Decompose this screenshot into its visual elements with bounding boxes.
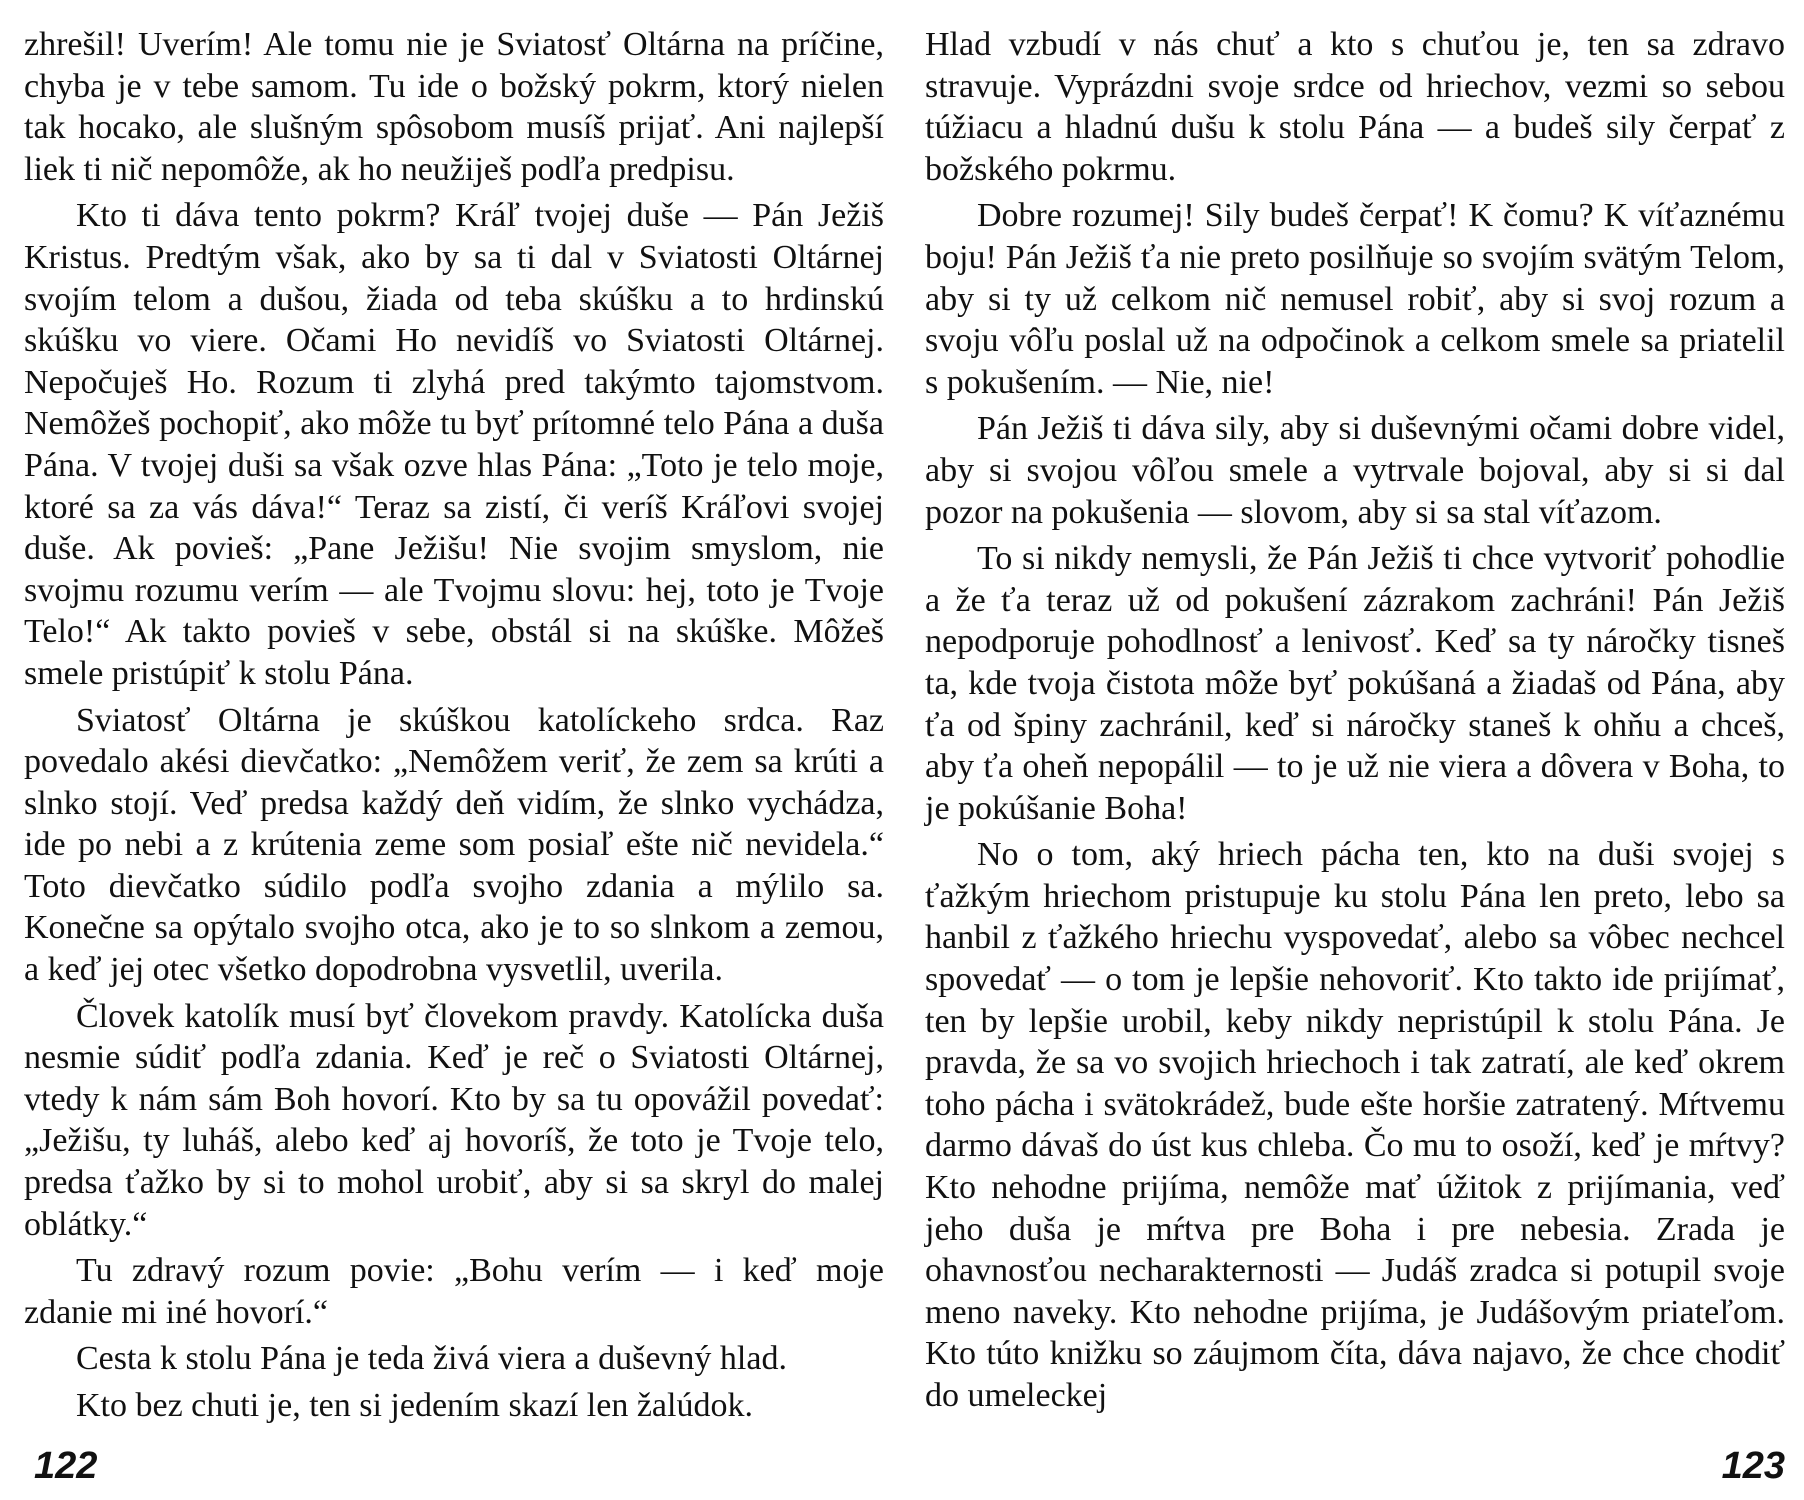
paragraph: Sviatosť Oltárna je skúškou katolíckeho srdca. Raz povedalo akési dievčatko: „Nemôžem veriť, že zem sa krúti a slnko stojí. Veď predsa každý deň vidím, že slnko vychádza, ide po nebi a z krútenia zeme som posiaľ ešte nič nevidela.“ Toto dievčatko súdilo podľa svojho zdania a mýlilo sa. Konečne sa opýtalo svojho otca, ako je to so slnkom a zemou, a keď jej otec všetko dopodrobna vysvetlil, uverila. <box>24 701 884 989</box>
paragraph: Kto bez chuti je, ten si jedením skazí len žalúdok. <box>76 1387 753 1424</box>
paragraph: Dobre rozumej! Sily budeš čerpať! K čomu? K víťaznému boju! Pán Ježiš ťa nie preto posilňuje so svojím svätým Telom, aby si ty už celkom nič nemusel robiť, aby si svoj rozum a svoju vôľu poslal už na odpočinok a celkom smele sa priatelil s pokušením. — Nie, nie! <box>925 197 1785 401</box>
left-page <box>24 24 884 1487</box>
paragraph: To si nikdy nemysli, že Pán Ježiš ti chce vytvoriť pohodlie a že ťa teraz už od pokušení zázrakom zachráni! Pán Ježiš nepodporuje pohodlnosť a lenivosť. Keď sa ty náročky tisneš ta, kde tvoja čistota môže byť pokúšaná a žiadaš od Pána, aby ťa od špiny zachránil, keď si náročky staneš k ohňu a chceš, aby ťa oheň nepopálil — to je už nie viera a dôvera v Boha, to je pokúšanie Boha! <box>925 540 1785 827</box>
right-text-column <box>925 24 1785 1417</box>
paragraph: Kto ti dáva tento pokrm? Kráľ tvojej duše — Pán Ježiš Kristus. Predtým však, ako by sa ti dal v Sviatosti Oltárnej svojím telom a dušou, žiada od teba skúšku a to hrdinskú skúšku vo viere. Očami Ho nevidíš vo Sviatosti Oltárnej. Nepočuješ Ho. Rozum ti zlyhá pred takýmto tajomstvom. Nemôžeš pochopiť, ako môže tu byť prítomné telo Pána a duša Pána. V tvojej duši sa však ozve hlas Pána: „Toto je telo moje, ktoré sa za vás dáva!“ Teraz sa zistí, či veríš Kráľovi svojej duše. Ak povieš: „Pane Ježišu! Nie svojim smyslom, nie svojmu rozumu verím — ale Tvojmu slovu: hej, toto je Tvoje Telo!“ Ak takto povieš v sebe, obstál si na skúške. Môžeš smele pristúpiť k stolu Pána. <box>24 197 884 692</box>
paragraph: Človek katolík musí byť človekom pravdy. Katolícka duša nesmie súdiť podľa zdania. Keď je reč o Sviatosti Oltárnej, vtedy k nám sám Boh hovorí. Kto by sa tu opovážil povedať: „Ježišu, ty luháš, alebo keď aj hovoríš, že toto je Tvoje telo, predsa ťažko by si to mohol urobiť, aby si sa skryl do malej oblátky.“ <box>24 997 884 1243</box>
left-text-column <box>24 24 884 1427</box>
paragraph: No o tom, aký hriech pácha ten, kto na duši svojej s ťažkým hriechom pristupuje ku stolu Pána len preto, lebo sa hanbil z ťažkého hriechu vyspovedať, alebo sa vôbec nechcel spovedať — o tom je lepšie nehovoriť. Kto takto ide prijímať, ten by lepšie urobil, keby nikdy nepristúpil k stolu Pána. Je pravda, že sa vo svojich hriechoch i tak zatratí, ale keď okrem toho pácha i svätokrádež, bude ešte horšie zatratený. Mŕtvemu darmo dávaš do úst kus chleba. Čo mu to osoží, keď je mŕtvy? Kto nehodne prijíma, nemôže mať úžitok z prijímania, veď jeho duša je mŕtva pre Boha i pre nebesia. Zrada je ohavnosťou necharakternosti — Judáš zradca si potupil svoje meno naveky. Kto nehodne prijíma, je Judášovým priateľom. Kto túto knižku so záujmom číta, dáva najavo, že chce chodiť do umeleckej <box>925 836 1785 1414</box>
paragraph: Cesta k stolu Pána je teda živá viera a duševný hlad. <box>76 1340 787 1378</box>
page-number: 123 <box>1721 1445 1785 1487</box>
paragraph: Pán Ježiš ti dáva sily, aby si duševnými očami dobre videl, aby si svojou vôľou smele a vytrvale bojoval, aby si si dal pozor na pokušenia — slovom, aby si sa stal víťazom. <box>925 410 1785 531</box>
paragraph: Tu zdravý rozum povie: „Bohu verím — i keď moje zdanie mi iné hovorí.“ <box>24 1252 884 1331</box>
right-page <box>925 24 1785 1487</box>
paragraph: zhrešil! Uverím! Ale tomu nie je Sviatosť Oltárna na príčine, chyba je v tebe samom. Tu ide o božský pokrm, ktorý nielen tak hocako, ale slušným spôsobom musíš prijať. Ani najlepší liek ti nič nepomôže, ak ho neužiješ podľa predpisu. <box>24 26 884 188</box>
paragraph: Hlad vzbudí v nás chuť a kto s chuťou je, ten sa zdravo stravuje. Vyprázdni svoje srdce od hriechov, vezmi so sebou túžiacu a hladnú dušu k stolu Pána — a budeš sily čerpať z božského pokrmu. <box>925 26 1785 188</box>
page-number: 122 <box>34 1445 98 1487</box>
